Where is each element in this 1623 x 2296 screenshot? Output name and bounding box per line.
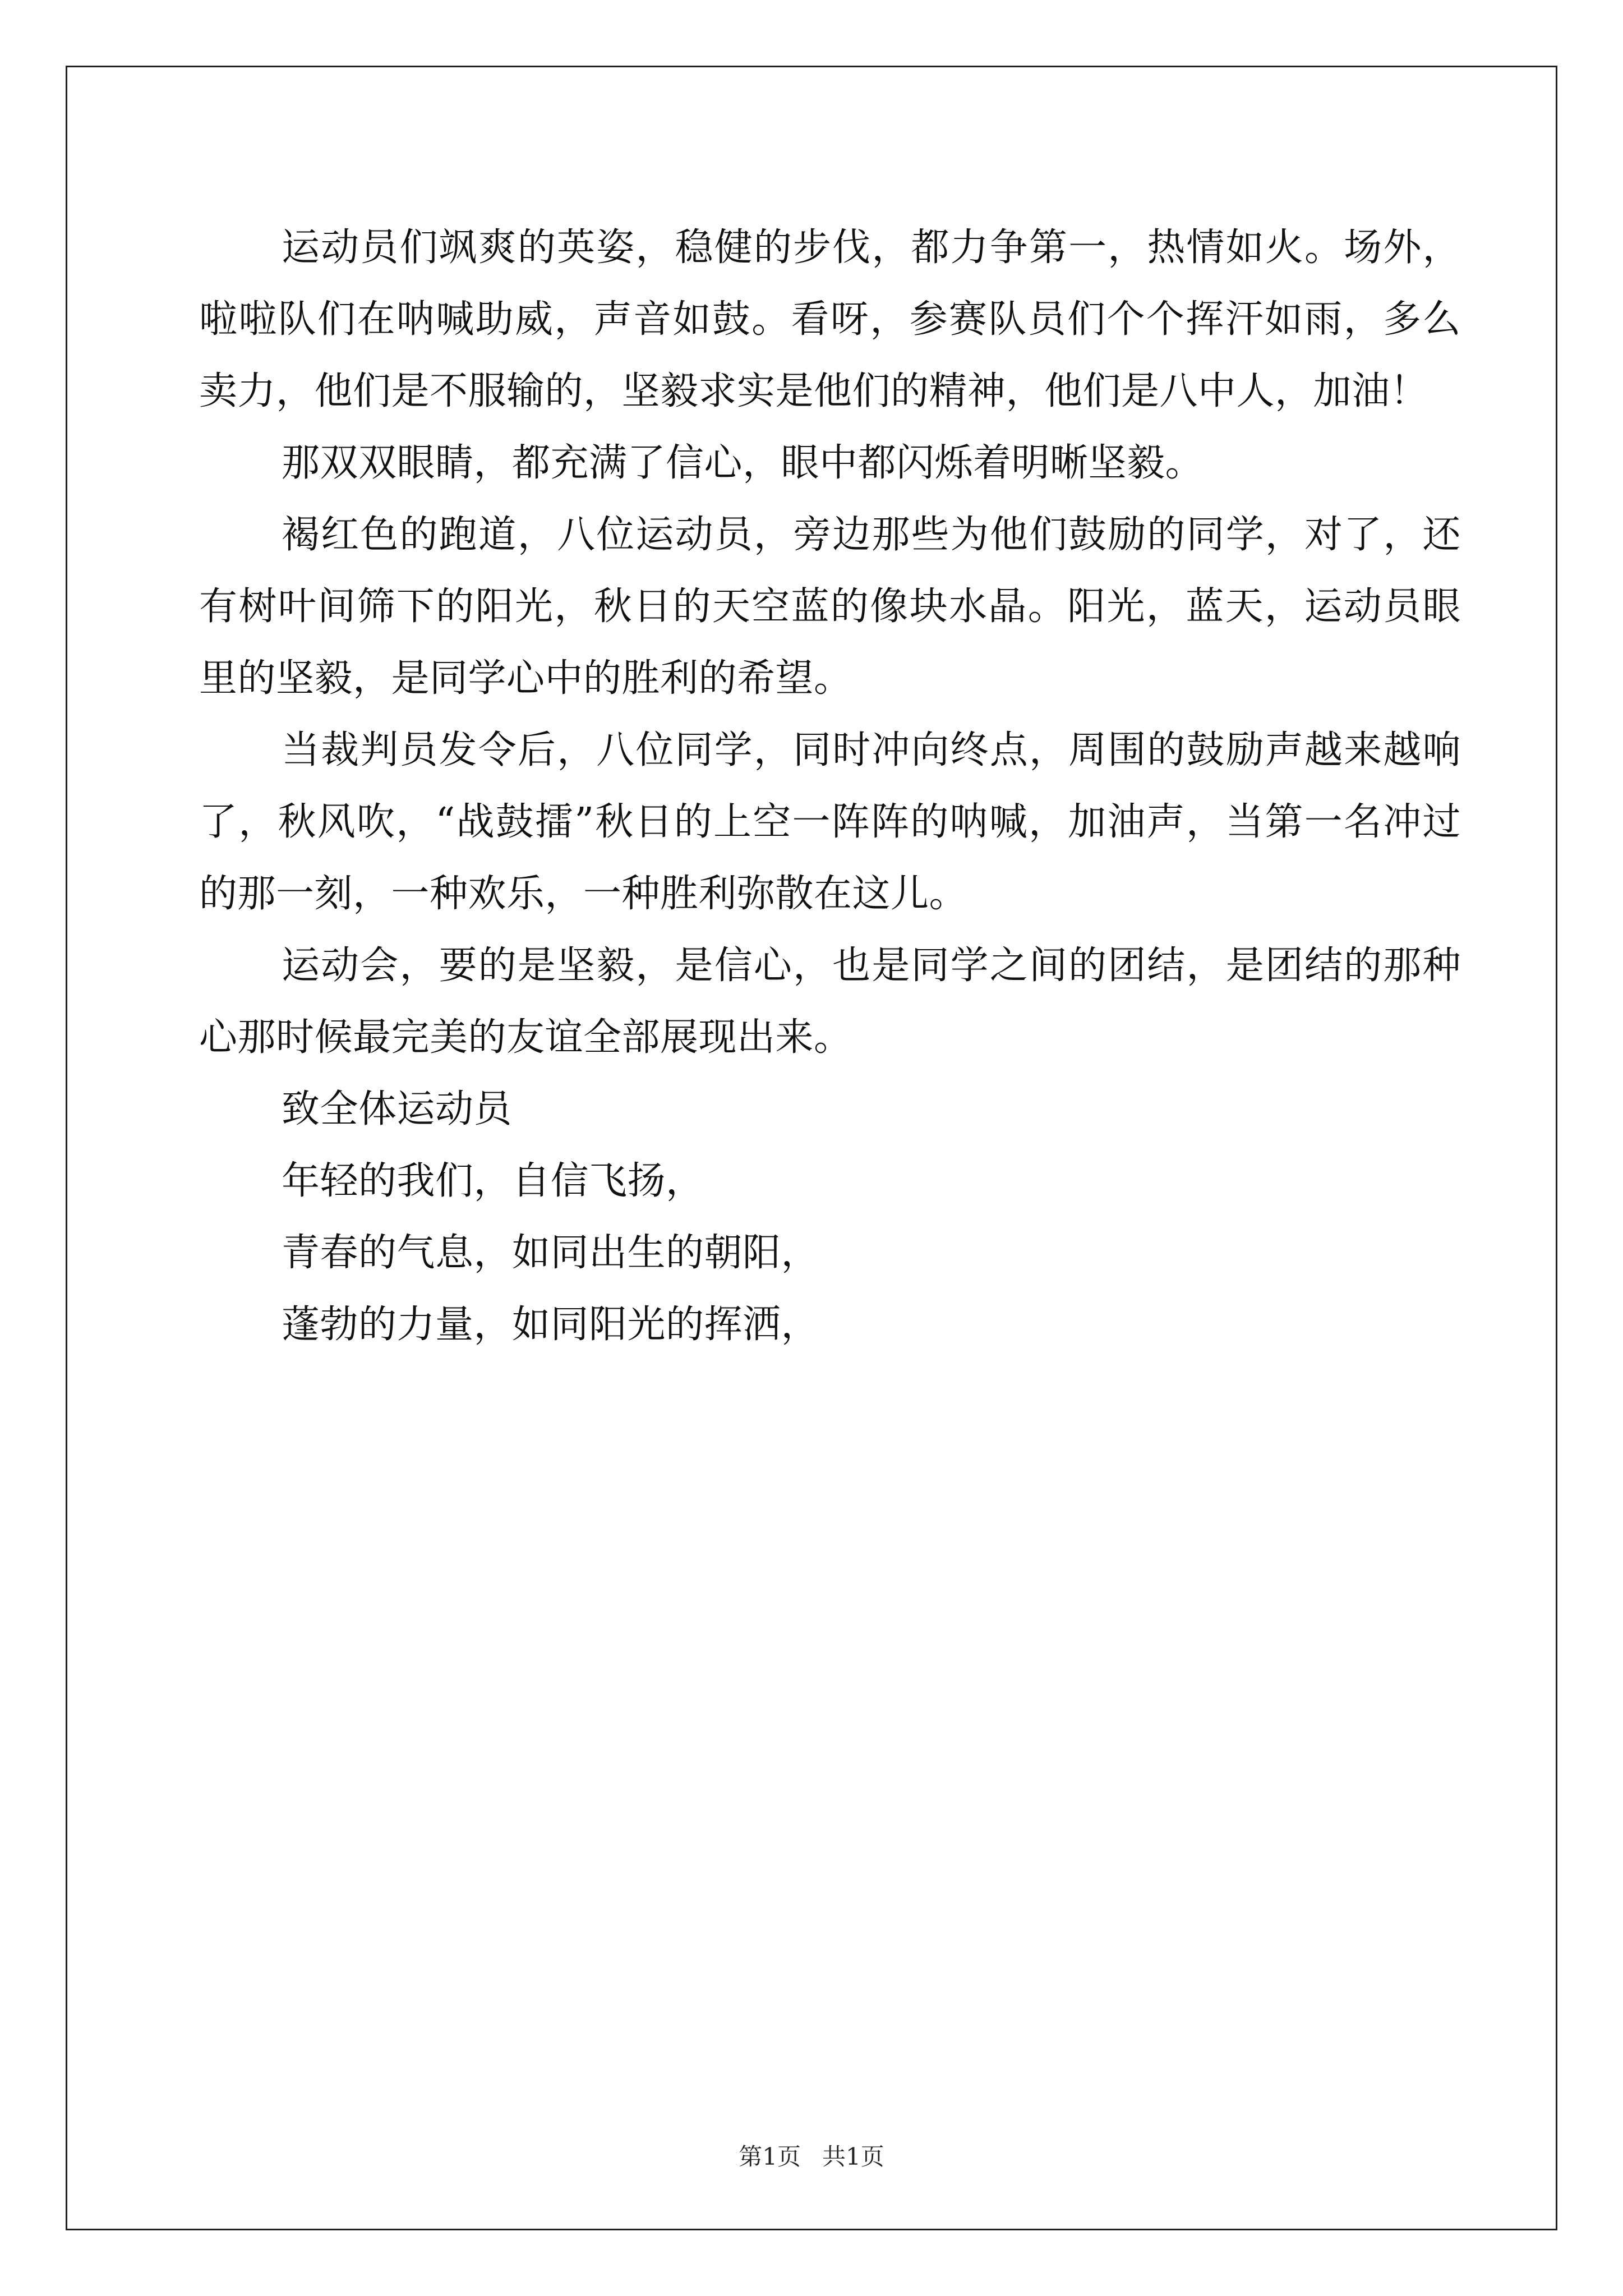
poem-line-1: 年轻的我们，自信飞扬， (282, 1159, 704, 1203)
document-body (199, 212, 1461, 1361)
poem-line-2: 青春的气息，如同出生的朝阳， (282, 1231, 820, 1275)
poem-title: 致全体运动员 (282, 1087, 513, 1131)
poem-line-3: 蓬勃的力量，如同阳光的挥洒， (282, 1303, 820, 1347)
paragraph-3: 褐红色的跑道，八位运动员，旁边那些为他们鼓励的同学，对了，还有树叶间筛下的阳光，秋日的天空蓝的像块水晶。阳光，蓝天，运动员眼里的坚毅，是同学心中的胜利的希望。 (199, 513, 1461, 701)
paragraph-2: 那双双眼睛，都充满了信心，眼中都闪烁着明晰坚毅。 (282, 441, 1204, 485)
paragraph-5: 运动会，要的是坚毅，是信心，也是同学之间的团结，是团结的那种心那时候最完美的友谊全部展现出来。 (199, 944, 1461, 1060)
page-footer (0, 2138, 1623, 2172)
page-number-current: 第1页 (739, 2143, 801, 2170)
paragraph-1: 运动员们飒爽的英姿，稳健的步伐，都力争第一，热情如火。场外，啦啦队们在呐喊助威，声音如鼓。看呀，参赛队员们个个挥汗如雨，多么卖力，他们是不服输的，坚毅求实是他们的精神，他们是八中人，加油！ (199, 226, 1461, 413)
paragraph-4: 当裁判员发令后，八位同学，同时冲向终点，周围的鼓励声越来越响了，秋风吹，“战鼓擂”秋日的上空一阵阵的呐喊，加油声，当第一名冲过的那一刻，一种欢乐，一种胜利弥散在这儿。 (199, 728, 1461, 916)
page-number-total: 共1页 (822, 2143, 884, 2170)
